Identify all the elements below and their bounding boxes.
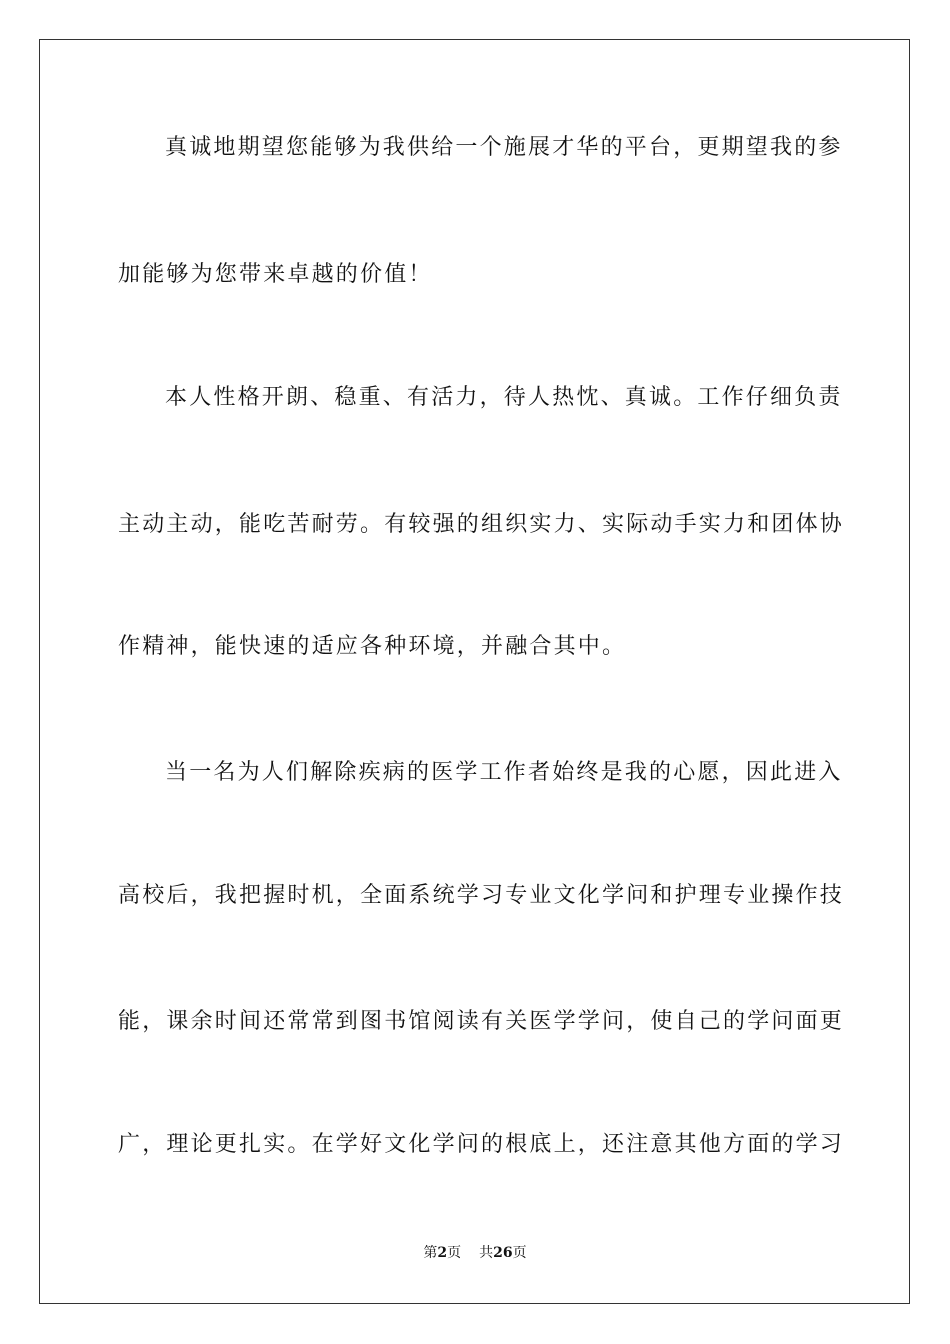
page-footer bbox=[0, 1244, 950, 1262]
paragraph-1-line-2: 加能够为您带来卓越的价值！ bbox=[118, 262, 433, 287]
paragraph-3-line-3: 能，课余时间还常常到图书馆阅读有关医学学问，使自己的学问面更 bbox=[118, 1009, 845, 1034]
page-prefix: 第 bbox=[423, 1245, 438, 1261]
paragraph-3-line-2: 高校后，我把握时机，全面系统学习专业文化学问和护理专业操作技 bbox=[118, 883, 845, 908]
paragraph-3-line-4: 广，理论更扎实。在学好文化学问的根底上，还注意其他方面的学习 bbox=[118, 1132, 845, 1157]
page-frame bbox=[39, 39, 910, 1304]
total-pages: 26 bbox=[493, 1245, 513, 1261]
page-number: 2 bbox=[437, 1245, 448, 1261]
paragraph-2-line-3: 作精神，能快速的适应各种环境，并融合其中。 bbox=[118, 634, 627, 659]
paragraph-2-line-2: 主动主动，能吃苦耐劳。有较强的组织实力、实际动手实力和团体协 bbox=[118, 512, 845, 537]
paragraph-2-line-1: 本人性格开朗、稳重、有活力，待人热忱、真诚。工作仔细负责 bbox=[165, 385, 843, 410]
page-suffix: 页 bbox=[447, 1245, 462, 1261]
paragraph-1-line-1: 真诚地期望您能够为我供给一个施展才华的平台，更期望我的参 bbox=[165, 135, 843, 160]
paragraph-3-line-1: 当一名为人们解除疾病的医学工作者始终是我的心愿，因此进入 bbox=[165, 760, 843, 785]
total-prefix: 共 bbox=[479, 1245, 494, 1261]
total-suffix: 页 bbox=[512, 1245, 527, 1261]
